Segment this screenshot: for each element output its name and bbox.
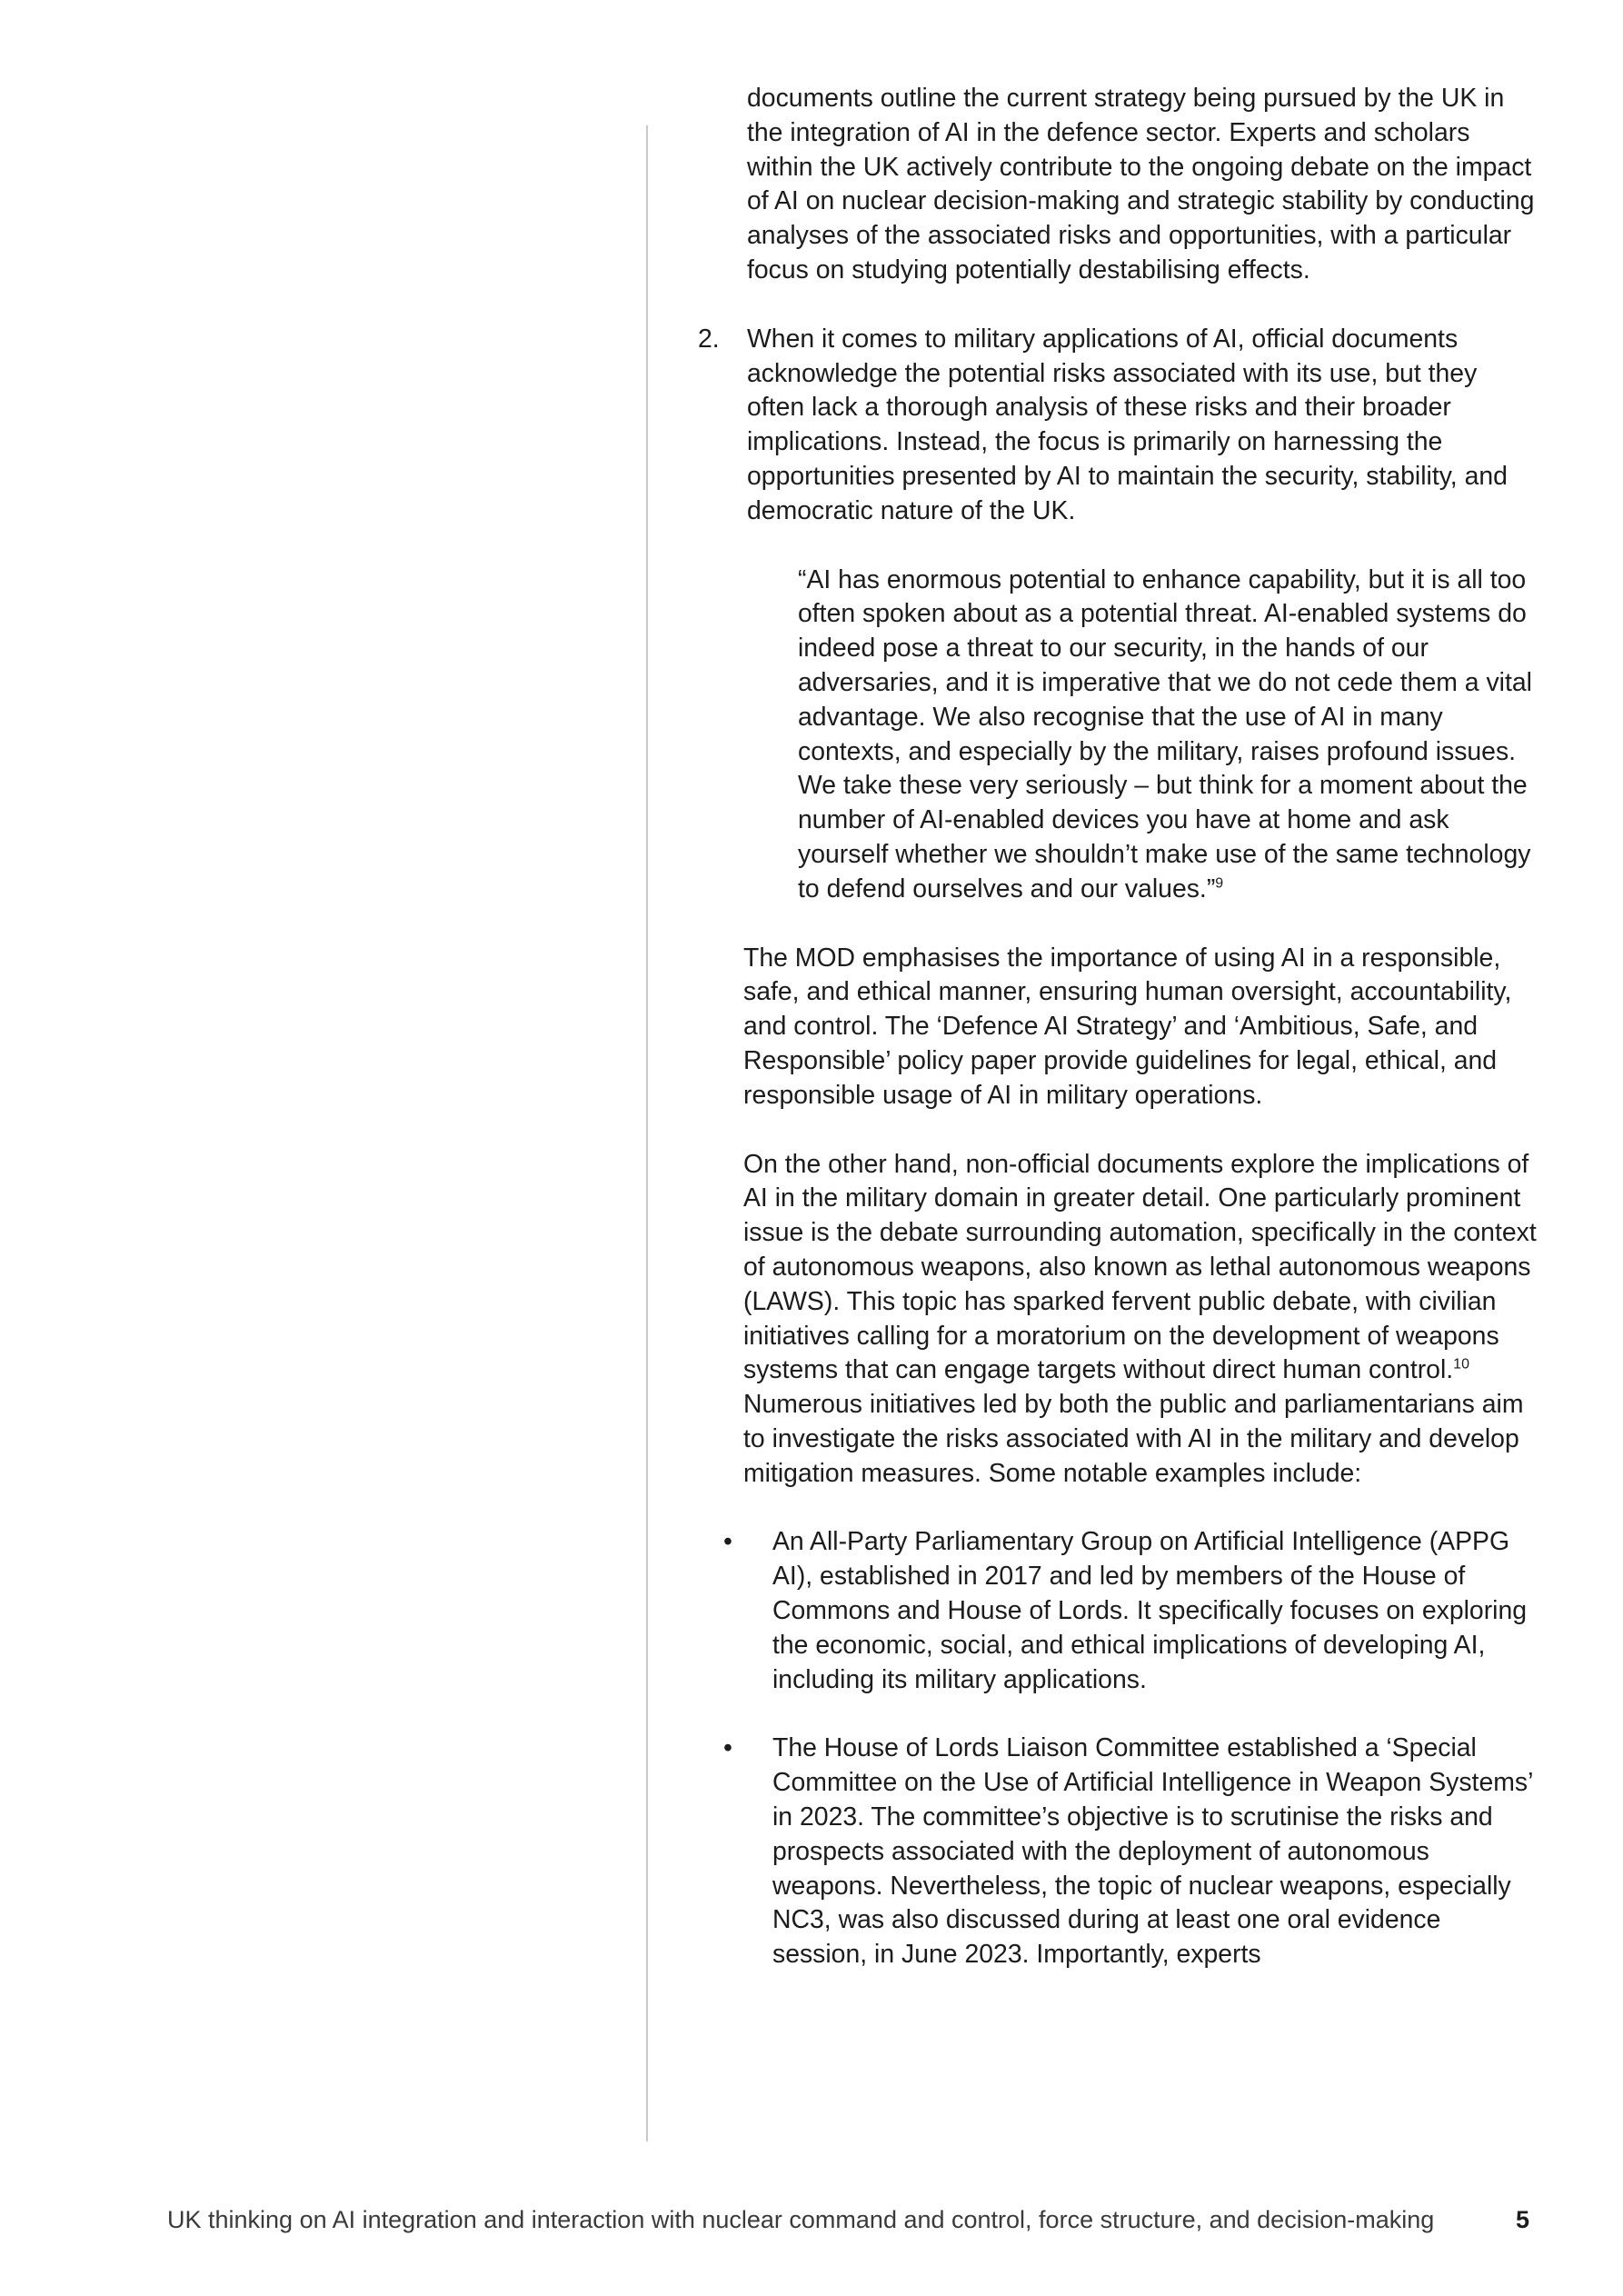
intro-paragraph: documents outline the current strategy being pursued by the UK in the integration of AI in the defence sector. Experts and scholars within the UK actively contribute to the ongoing debate on the impact of AI on nuclear decision-making and strategic stability by conducting analyses of the associated risks and opportunities, with a particular focus on studying potentially destabilising effects. xyxy=(747,84,1535,285)
nonofficial-paragraph xyxy=(698,1148,1538,1492)
numbered-item-text: When it comes to military applications of AI, official documents acknowledge the potential risks associated with its use, but they often lack a thorough analysis of these risks and their broader implications. Instead, the focus is primarily on harnessing the opportunities presented by AI to maintain the security, stability, and democratic nature of the UK. xyxy=(747,324,1508,525)
page-number: 5 xyxy=(1516,2206,1530,2233)
margin-rule xyxy=(646,125,648,2141)
quote-text: “AI has enormous potential to enhance capability, but it is all too often spoken about as a potential threat. AI-enabled systems do indeed pose a threat to our security, in the hands of our adversaries, and it is imperative that we do not cede them a vital advantage. We also recognise that the use of AI in many contexts, and especially by the military, raises profound issues. We take these very seriously – but think for a moment about the number of AI-enabled devices you have at home and ask yourself whether we shouldn’t make use of the same technology to defend ourselves and our values.” xyxy=(798,564,1532,903)
bullet-icon: • xyxy=(723,1527,732,1557)
bullet-icon: • xyxy=(723,1733,732,1763)
list-item-text: An All-Party Parliamentary Group on Artificial Intelligence (APPG AI), established in 2017 and led by members of the House of Commons and House of Lords. It specifically focuses on exploring the economic, social, and ethical implications of developing AI, including its military applications. xyxy=(772,1527,1528,1694)
main-text-column xyxy=(698,82,1538,2007)
examples-list xyxy=(698,1525,1538,1972)
footnote-ref-10[interactable]: 10 xyxy=(1453,1356,1469,1373)
numbered-item-2 xyxy=(698,323,1538,529)
block-quote xyxy=(698,564,1538,907)
nonofficial-text-part1: On the other hand, non-official documents explore the implications of AI in the military domain in greater detail. One particularly prominent issue is the debate surrounding automation, specifically in the context of autonomous weapons, also known as lethal autonomous weapons (LAWS). This topic has sparked fervent public debate, with civilian initiatives calling for a moratorium on the development of weapons systems that can engage targets without direct human control. xyxy=(743,1149,1537,1385)
footnote-ref-9[interactable]: 9 xyxy=(1215,875,1224,892)
footer-title: UK thinking on AI integration and interaction with nuclear command and control, force structure, and decision-making xyxy=(167,2206,1435,2233)
list-item xyxy=(698,1525,1538,1697)
mod-paragraph: The MOD emphasises the importance of using AI in a responsible, safe, and ethical manner, ensuring human oversight, accountability, and control. The ‘Defence AI Strategy’ and ‘Ambitious, Safe, and Responsible’ policy paper provide guidelines for legal, ethical, and responsible usage of AI in military operations. xyxy=(743,943,1512,1110)
nonofficial-text-part2: Numerous initiatives led by both the public and parliamentarians aim to investigate the risks associated with AI in the military and develop mitigation measures. Some notable examples include: xyxy=(743,1390,1524,1488)
list-number: 2. xyxy=(698,324,720,354)
list-item-text: The House of Lords Liaison Committee established a ‘Special Committee on the Use of Artificial Intelligence in Weapon Systems’ in 2023. The committee’s objective is to scrutinise the risks and prospects associated with the deployment of autonomous weapons. Nevertheless, the topic of nuclear weapons, especially NC3, was also discussed during at least one oral evidence session, in June 2023. Importantly, experts xyxy=(772,1733,1533,1970)
list-item xyxy=(698,1732,1538,1972)
